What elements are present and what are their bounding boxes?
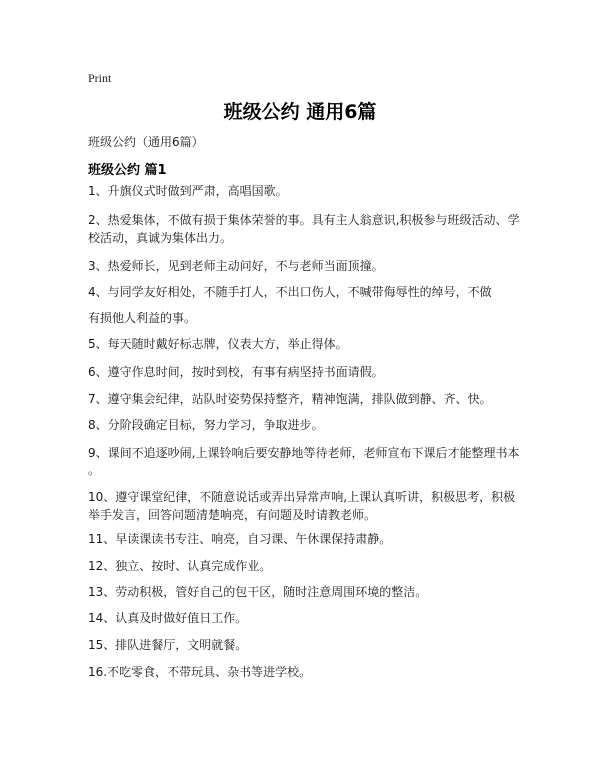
rule-line: 3、热爱师长，见到老师主动问好，不与老师当面顶撞。 [88, 259, 384, 273]
page-title: 班级公约 通用6篇 [223, 101, 377, 123]
rule-line: 8、分阶段确定目标，努力学习，争取进步。 [88, 418, 324, 432]
rule-line: 5、每天随时戴好标志牌，仪表大方，举止得体。 [88, 337, 348, 351]
rule-line: 。 [88, 463, 101, 477]
rule-line: 举手发言，回答问题清楚响亮，有问题及时请教老师。 [88, 508, 377, 522]
rule-line: 6、遵守作息时间，按时到校，有事有病坚持书面请假。 [88, 365, 384, 379]
rule-line: 9、课间不追逐吵闹,上课铃响后要安静地等待老师，老师宣布下课后才能整理书本 [88, 446, 520, 460]
rule-line: 2、热爱集体，不做有损于集体荣誉的事。具有主人翁意识,积极参与班级活动、学 [88, 213, 520, 227]
section-heading: 班级公约 篇1 [88, 163, 167, 178]
rule-line: 11、早读课读书专注、响亮，自习课、午休课保持肃静。 [88, 532, 392, 546]
rule-line: 校活动，真诚为集体出力。 [88, 231, 233, 245]
rule-line: 12、独立、按时、认真完成作业。 [88, 559, 272, 573]
rule-line: 15、排队进餐厅，文明就餐。 [88, 638, 248, 652]
rule-line: 有损他人利益的事。 [88, 311, 197, 325]
rule-line: 14、认真及时做好值日工作。 [88, 611, 248, 625]
rule-line: 7、遵守集会纪律，站队时姿势保持整齐，精神饱满，排队做到静、齐、快。 [88, 392, 492, 406]
rule-line: 16.不吃零食，不带玩具、杂书等进学校。 [88, 665, 312, 679]
document-subtitle: 班级公约（通用6篇） [88, 135, 204, 149]
rule-line: 1、升旗仪式时做到严肃，高唱国歌。 [88, 184, 288, 198]
rule-line: 13、劳动积极，管好自己的包干区，随时注意周围环境的整洁。 [88, 585, 428, 599]
rule-line: 4、与同学友好相处，不随手打人，不出口伤人，不喊带侮辱性的绰号，不做 [88, 285, 492, 299]
rule-line: 10、遵守课堂纪律，不随意说话或弄出异常声响,上课认真听讲，积极思考，积极 [88, 490, 516, 504]
print-label: Print [88, 71, 112, 85]
